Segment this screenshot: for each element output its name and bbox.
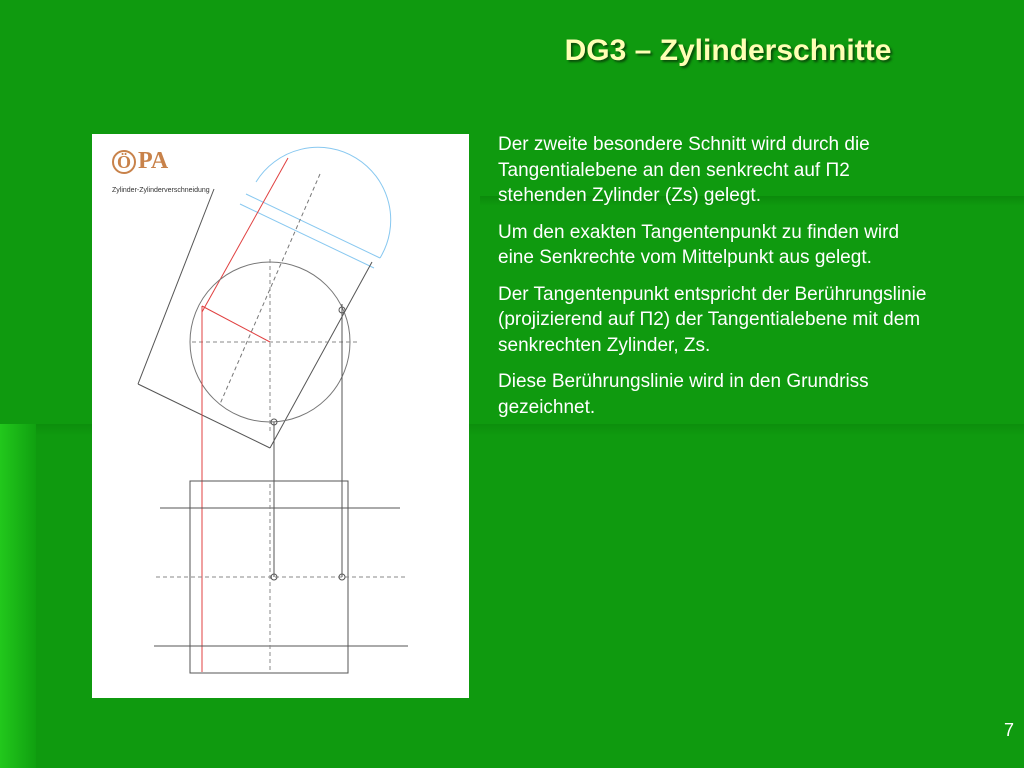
slide-title: DG3 – Zylinderschnitte (564, 34, 892, 67)
drawing-svg (92, 134, 469, 698)
paragraph-1: Der zweite besondere Schnitt wird durch die Tangentialebene an den senkrecht auf Π2 stehenden Zylinder (Zs) gelegt. (498, 134, 870, 206)
background-accent-left (0, 424, 36, 768)
logo-emblem-icon: Ö (112, 150, 136, 174)
paragraph-2: Um den exakten Tangentenpunkt zu finden wird eine Senkrechte vom Mittelpunkt aus gelegt. (498, 221, 900, 268)
body-text (498, 132, 938, 431)
logo-text: PA (138, 148, 169, 174)
blue-chord-2 (240, 204, 374, 268)
blue-chord-1 (246, 194, 380, 258)
oblique-cylinder-bottom-edge (138, 384, 270, 448)
oblique-cylinder-left-edge (138, 189, 214, 384)
drawing-caption: Zylinder-Zylinderverschneidung (112, 187, 210, 194)
page-number: 7 (1003, 720, 1014, 740)
paragraph-4: Diese Berührungslinie wird in den Grundriss gezeichnet. (498, 371, 869, 418)
construction-drawing (92, 134, 469, 698)
upper-semicircle (256, 147, 391, 258)
paragraph-3: Der Tangentenpunkt entspricht der Berührungslinie (projizierend auf Π2) der Tangentialebene mit dem senkrechten Zylinder, Zs. (498, 283, 927, 356)
red-tangent-line (202, 158, 288, 312)
